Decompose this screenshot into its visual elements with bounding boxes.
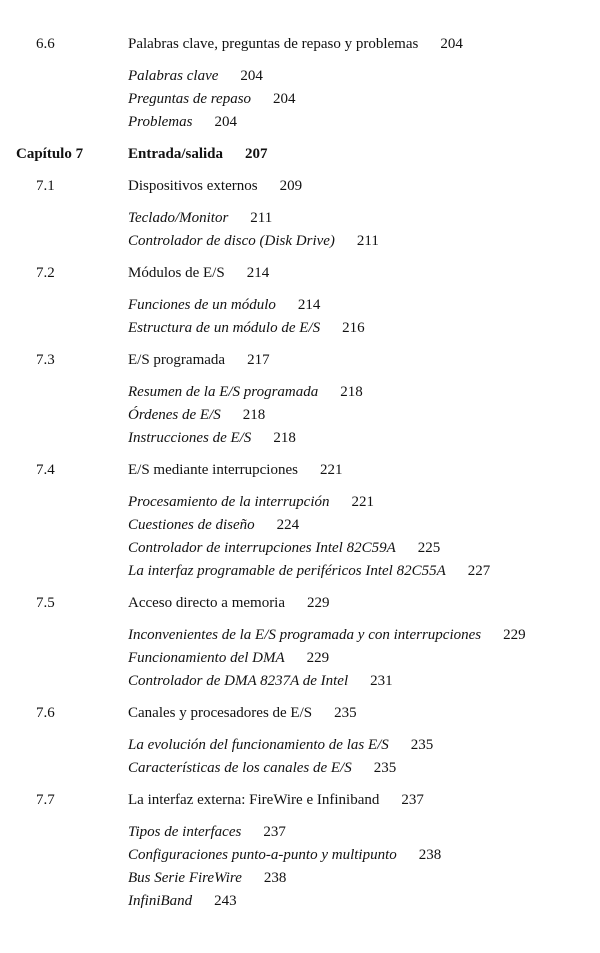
toc-section — [0, 592, 600, 693]
subsection-entry — [0, 207, 600, 230]
section-heading — [0, 143, 600, 166]
subsection-entry — [0, 381, 600, 404]
toc-section — [0, 349, 600, 450]
subsection-title: Bus Serie FireWire — [128, 870, 242, 886]
section-title — [128, 143, 268, 166]
section-title — [128, 33, 463, 56]
subsection-title: Controlador de DMA 8237A de Intel — [128, 673, 349, 689]
subsection-list — [0, 381, 600, 450]
section-heading — [0, 33, 600, 56]
page-number: 204 — [273, 91, 296, 107]
toc-section — [0, 702, 600, 780]
page-number: 224 — [276, 517, 300, 533]
subsection-title: InfiniBand — [128, 893, 193, 909]
subsection-entry — [0, 867, 600, 890]
subsection-title: Funciones de un módulo — [128, 297, 276, 313]
section-title — [128, 262, 269, 285]
subsection-title: Tipos de interfaces — [128, 824, 242, 840]
subsection-title: Controlador de disco (Disk Drive) — [128, 233, 335, 249]
page-number: 204 — [214, 114, 237, 130]
section-title — [128, 459, 342, 482]
subsection-list — [0, 624, 600, 693]
toc-section — [0, 33, 600, 134]
toc-section — [0, 175, 600, 253]
page-number: 204 — [240, 68, 263, 84]
section-title — [128, 702, 357, 725]
page-number: 218 — [242, 407, 266, 423]
subsection-entry — [0, 230, 600, 253]
subsection-entry — [0, 821, 600, 844]
section-number: 7.1 — [36, 178, 55, 194]
page-number: 214 — [246, 265, 270, 281]
toc-section — [0, 789, 600, 913]
page-number: 204 — [440, 36, 463, 52]
subsection-list — [0, 65, 600, 134]
page-number: 211 — [250, 210, 273, 226]
page-number: 229 — [307, 595, 330, 611]
subsection-entry — [0, 647, 600, 670]
subsection-entry — [0, 317, 600, 340]
page-number: 221 — [351, 494, 374, 510]
subsection-title: Cuestiones de diseño — [128, 517, 255, 533]
section-heading — [0, 349, 600, 372]
section-heading — [0, 175, 600, 198]
page-number: 218 — [340, 384, 363, 400]
toc-section — [0, 459, 600, 583]
subsection-entry — [0, 670, 600, 693]
section-number: 7.6 — [36, 705, 55, 721]
subsection-list — [0, 207, 600, 253]
page-number: 235 — [410, 737, 434, 753]
subsection-list — [0, 821, 600, 913]
subsection-entry — [0, 537, 600, 560]
section-title-text: Módulos de E/S — [128, 265, 225, 281]
toc-section — [0, 262, 600, 340]
subsection-title: Problemas — [128, 114, 193, 130]
section-number: 6.6 — [36, 36, 55, 52]
page-number: 207 — [245, 146, 268, 162]
page-number: 235 — [373, 760, 397, 776]
subsection-title: Características de los canales de E/S — [128, 760, 352, 776]
subsection-entry — [0, 111, 600, 134]
subsection-list — [0, 491, 600, 583]
page-number: 237 — [263, 824, 286, 840]
section-title — [128, 592, 330, 615]
section-number: 7.4 — [36, 462, 55, 478]
chapter-number: Capítulo 7 — [16, 146, 84, 162]
subsection-title: Palabras clave — [128, 68, 219, 84]
subsection-title: Instrucciones de E/S — [128, 430, 252, 446]
subsection-title: Órdenes de E/S — [128, 407, 221, 423]
section-heading — [0, 262, 600, 285]
subsection-entry — [0, 294, 600, 317]
section-title-text: Entrada/salida — [128, 146, 224, 162]
section-title-text: Palabras clave, preguntas de repaso y problemas — [128, 36, 419, 52]
page-number: 217 — [247, 352, 270, 368]
section-title-text: Canales y procesadores de E/S — [128, 705, 313, 721]
page-number: 235 — [334, 705, 357, 721]
subsection-entry — [0, 624, 600, 647]
subsection-list — [0, 734, 600, 780]
section-heading — [0, 459, 600, 482]
subsection-entry — [0, 88, 600, 111]
section-number: 7.2 — [36, 265, 55, 281]
section-title-text: E/S programada — [128, 352, 226, 368]
subsection-entry — [0, 757, 600, 780]
page-number: 237 — [401, 792, 424, 808]
page-number: 243 — [214, 893, 237, 909]
subsection-title: Procesamiento de la interrupción — [128, 494, 330, 510]
subsection-title: Preguntas de repaso — [128, 91, 252, 107]
section-title-text: Acceso directo a memoria — [128, 595, 286, 611]
page-number: 209 — [279, 178, 303, 194]
subsection-title: Controlador de interrupciones Intel 82C59A — [128, 540, 396, 556]
section-title — [128, 349, 270, 372]
section-title — [128, 175, 302, 198]
subsection-title: La interfaz programable de periféricos Intel 82C55A — [128, 563, 446, 579]
subsection-entry — [0, 427, 600, 450]
subsection-title: Funcionamiento del DMA — [128, 650, 285, 666]
page-number: 229 — [503, 627, 526, 643]
section-heading — [0, 592, 600, 615]
subsection-title: Estructura de un módulo de E/S — [128, 320, 321, 336]
subsection-entry — [0, 734, 600, 757]
page-number: 227 — [467, 563, 491, 579]
section-title-text: E/S mediante interrupciones — [128, 462, 298, 478]
subsection-entry — [0, 491, 600, 514]
subsection-entry — [0, 890, 600, 913]
subsection-list — [0, 294, 600, 340]
subsection-title: Resumen de la E/S programada — [128, 384, 319, 400]
page-number: 238 — [263, 870, 287, 886]
section-title-text: La interfaz externa: FireWire e Infiniband — [128, 792, 380, 808]
subsection-title: La evolución del funcionamiento de las E/S — [128, 737, 389, 753]
subsection-entry — [0, 65, 600, 88]
section-number: 7.5 — [36, 595, 55, 611]
subsection-entry — [0, 514, 600, 537]
section-number: 7.7 — [36, 792, 55, 808]
section-heading — [0, 702, 600, 725]
section-number: 7.3 — [36, 352, 55, 368]
subsection-entry — [0, 844, 600, 867]
subsection-entry — [0, 560, 600, 583]
page-number: 216 — [342, 320, 365, 336]
section-title-text: Dispositivos externos — [128, 178, 258, 194]
page-number: 214 — [297, 297, 321, 313]
page-number: 221 — [319, 462, 343, 478]
section-title — [128, 789, 424, 812]
toc-chapter — [0, 143, 600, 166]
section-heading — [0, 789, 600, 812]
page-number: 238 — [418, 847, 442, 863]
table-of-contents — [0, 33, 600, 922]
page-number: 218 — [273, 430, 296, 446]
subsection-title: Inconvenientes de la E/S programada y con interrupciones — [128, 627, 482, 643]
page-number: 211 — [356, 233, 379, 249]
page-number: 225 — [417, 540, 441, 556]
subsection-title: Teclado/Monitor — [128, 210, 229, 226]
subsection-title: Configuraciones punto-a-punto y multipunto — [128, 847, 397, 863]
page-number: 231 — [370, 673, 393, 689]
page-number: 229 — [306, 650, 330, 666]
subsection-entry — [0, 404, 600, 427]
